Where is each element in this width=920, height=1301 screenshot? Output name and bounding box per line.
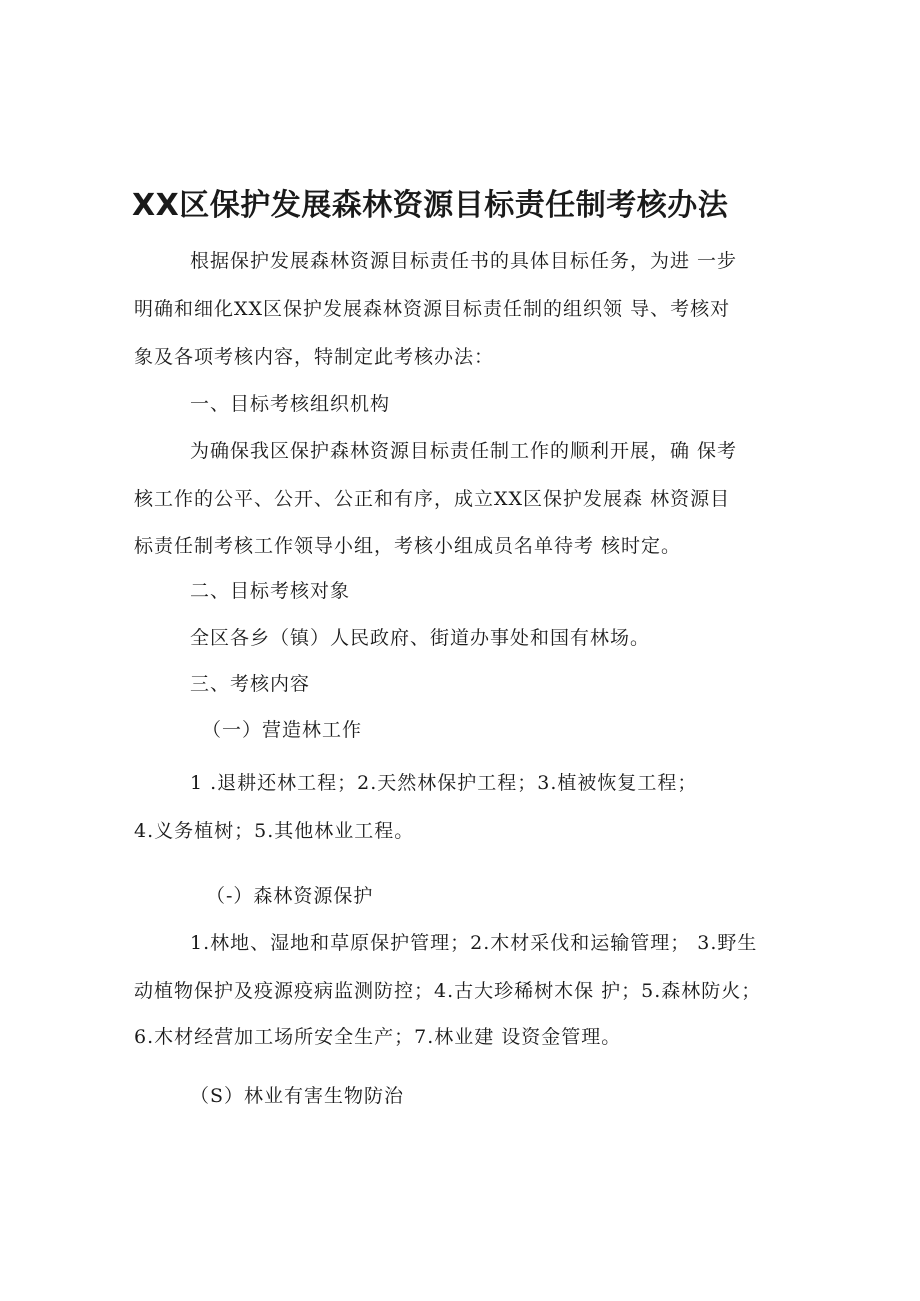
paragraph-line: 象及各项考核内容，特制定此考核办法： (134, 346, 495, 368)
section-heading: 二、目标考核对象 (190, 580, 351, 602)
subsection-heading: （-）森林资源保护 (206, 885, 374, 907)
document-title: XX区保护发展森林资源目标责任制考核办法 (132, 188, 729, 223)
paragraph-line: 4.义务植树；5.其他林业工程。 (134, 820, 415, 842)
section-heading: 三、考核内容 (190, 673, 311, 695)
paragraph-line: 明确和细化XX区保护发展森林资源目标责任制的组织领 导、考核对 (134, 298, 731, 320)
paragraph-line: 核工作的公平、公开、公正和有序，成立XX区保护发展森 林资源目 (134, 488, 731, 510)
paragraph-line: 6.木材经营加工场所安全生产；7.林业建 设资金管理。 (134, 1026, 622, 1048)
paragraph-line: 标责任制考核工作领导小组，考核小组成员名单待考 核时定。 (134, 535, 682, 557)
section-heading: 一、目标考核组织机构 (190, 393, 391, 415)
subsection-heading: （一）营造林工作 (202, 719, 363, 741)
paragraph-line: 全区各乡（镇）人民政府、街道办事处和国有林场。 (190, 627, 651, 649)
paragraph-line: 为确保我区保护森林资源目标责任制工作的顺利开展，确 保考 (190, 440, 738, 462)
paragraph-line: 动植物保护及疫源疫病监测防控；4.古大珍稀树木保 护；5.森林防火； (134, 980, 762, 1002)
paragraph-line: 1 .退耕还林工程；2.天然林保护工程；3.植被恢复工程； (190, 772, 698, 794)
paragraph-line: 1.林地、湿地和草原保护管理；2.木材采伐和运输管理； 3.野生 (190, 932, 758, 954)
paragraph-line: 根据保护发展森林资源目标责任书的具体目标任务，为进 一步 (190, 250, 738, 272)
subsection-heading: （S）林业有害生物防治 (190, 1085, 405, 1107)
